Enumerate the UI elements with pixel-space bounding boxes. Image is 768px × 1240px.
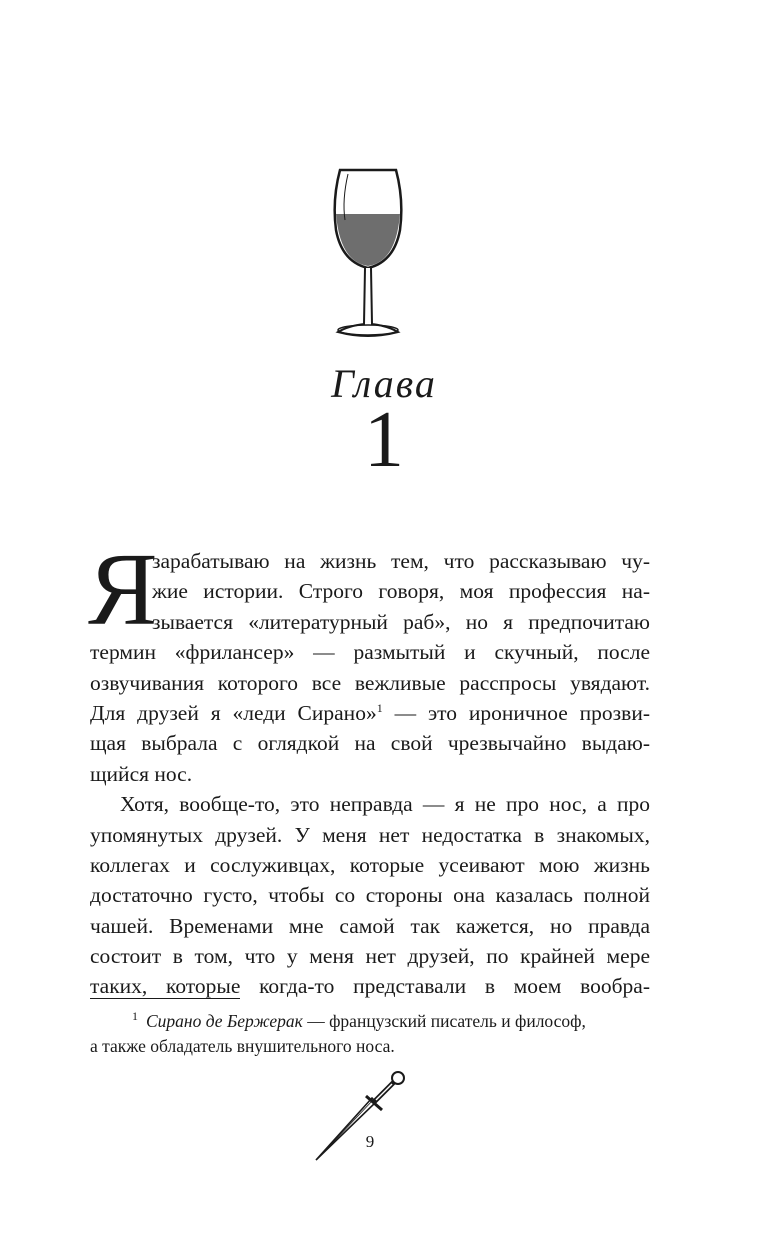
text-line: жие истории. Строго говоря, моя профессия на-: [152, 579, 650, 604]
text-line: коллегах и сослуживцах, которые усеивают мою жизнь: [90, 852, 650, 877]
text-line: [90, 698, 650, 728]
text-line: состоит в том, что у меня нет друзей, по крайней мере: [90, 944, 650, 969]
text-line: щийся нос.: [90, 761, 193, 786]
footnote: [90, 1004, 656, 1059]
text-line: зарабатываю на жизнь тем, что рассказываю чу-: [152, 549, 650, 573]
body-text: [90, 546, 650, 1002]
text-line: озвучивания которого все вежливые расспросы увядают.: [90, 670, 650, 695]
text-line: упомянутых друзей. У меня нет недостатка в знакомых,: [90, 822, 650, 847]
text-line: зывается «литературный раб», но я предпочитаю: [152, 609, 650, 634]
text-line: Хотя, вообще-то, это неправда — я не про нос, а про: [120, 792, 650, 817]
footnote-mark: 1: [132, 1009, 138, 1023]
drop-cap: Я: [88, 532, 158, 647]
chapter-number: 1: [364, 396, 404, 484]
text-line: термин «фрилансер» — размытый и скучный, после: [90, 640, 650, 665]
text-segment: Для друзей я «леди Сирано»: [90, 700, 377, 725]
footnote-ref[interactable]: 1: [376, 700, 383, 715]
chapter-label: Глава: [331, 361, 437, 406]
footnote-text: — французский писатель и философ,: [302, 1010, 586, 1031]
text-line: достаточно густо, чтобы со стороны она казалась полной: [90, 883, 650, 908]
footnote-term: Сирано де Бержерак: [146, 1010, 303, 1031]
text-line: чашей. Временами мне самой так кажется, но правда: [90, 913, 650, 938]
wine-glass-icon: [318, 160, 418, 340]
text-line: щая выбрала с оглядкой на свой чрезвычайно выдаю-: [90, 731, 650, 756]
footnote-divider: [90, 998, 240, 999]
footnote-line: [90, 1004, 656, 1034]
page-number: 9: [365, 1132, 375, 1151]
footnote-line: а также обладатель внушительного носа.: [90, 1035, 395, 1056]
text-segment: — это ироничное прозви-: [382, 700, 650, 725]
text-line: таких, которые когда-то представали в моем вообра-: [90, 974, 650, 999]
